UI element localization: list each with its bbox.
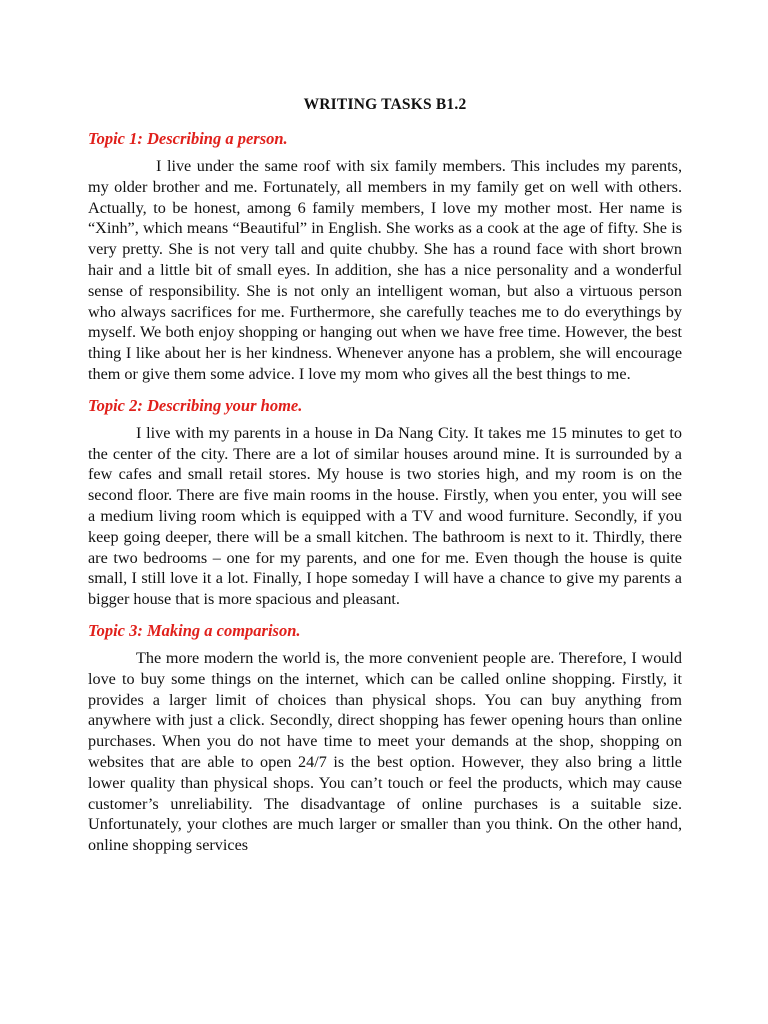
topic-3-section: [88, 620, 682, 856]
topic-2-heading: Topic 2: Describing your home.: [88, 395, 303, 415]
topic-3-heading: Topic 3: Making a comparison.: [88, 620, 301, 640]
document-title: WRITING TASKS B1.2: [303, 96, 467, 113]
topic-1-section: [88, 128, 682, 385]
topic-2-section: [88, 395, 682, 610]
topic-2-paragraph: I live with my parents in a house in Da Nang City. It takes me 15 minutes to get to the center of the city. There are a lot of similar houses around mine. It is surrounded by a few cafes and small retail stores. My house is two stories high, and my room is on the second floor. There are five main rooms in the house. Firstly, when you enter, you will see a medium living room which is equipped with a TV and wood furniture. Secondly, if you keep going deeper, there will be a small kitchen. The bathroom is next to it. Thirdly, there are two bedrooms – one for my parents, and one for me. Even though the house is quite small, I still love it a lot. Finally, I hope someday I will have a chance to give my parents a bigger house that is more spacious and pleasant.: [88, 423, 682, 609]
topic-1-heading: Topic 1: Describing a person.: [88, 129, 288, 148]
topic-3-paragraph: The more modern the world is, the more convenient people are. Therefore, I would love to buy some things on the internet, which can be called online shopping. Firstly, it provides a larger limit of choices than physical shops. You can buy anything from anywhere with just a click. Secondly, direct shopping has fewer opening hours than online purchases. When you do not have time to meet your demands at the shop, shopping on websites that are able to open 24/7 is the best option. However, they also bring a little lower quality than physical shops. You can’t touch or feel the products, which may cause customer’s unreliability. The disadvantage of online purchases is a suitable size. Unfortunately, your clothes are much larger or smaller than you think. On the other hand, online shopping services: [88, 648, 682, 855]
topic-1-paragraph: I live under the same roof with six family members. This includes my parents, my older brother and me. Fortunately, all members in my family get on well with others. Actually, to be honest, among 6 family members, I love my mother most. Her name is “Xinh”, which means “Beautiful” in English. She works as a cook at the age of fifty. She is very pretty. She is not very tall and quite chubby. She has a round face with short brown hair and a little bit of small eyes. In addition, she has a nice personality and a wonderful sense of responsibility. She is not only an intelligent woman, but also a virtuous person who always sacrifices for me. Furthermore, she carefully teaches me to do everythings by myself. We both enjoy shopping or hanging out when we have free time. However, the best thing I like about her is her kindness. Whenever anyone has a problem, she will encourage them or give them some advice. I love my mom who gives all the best things to me.: [88, 157, 682, 383]
